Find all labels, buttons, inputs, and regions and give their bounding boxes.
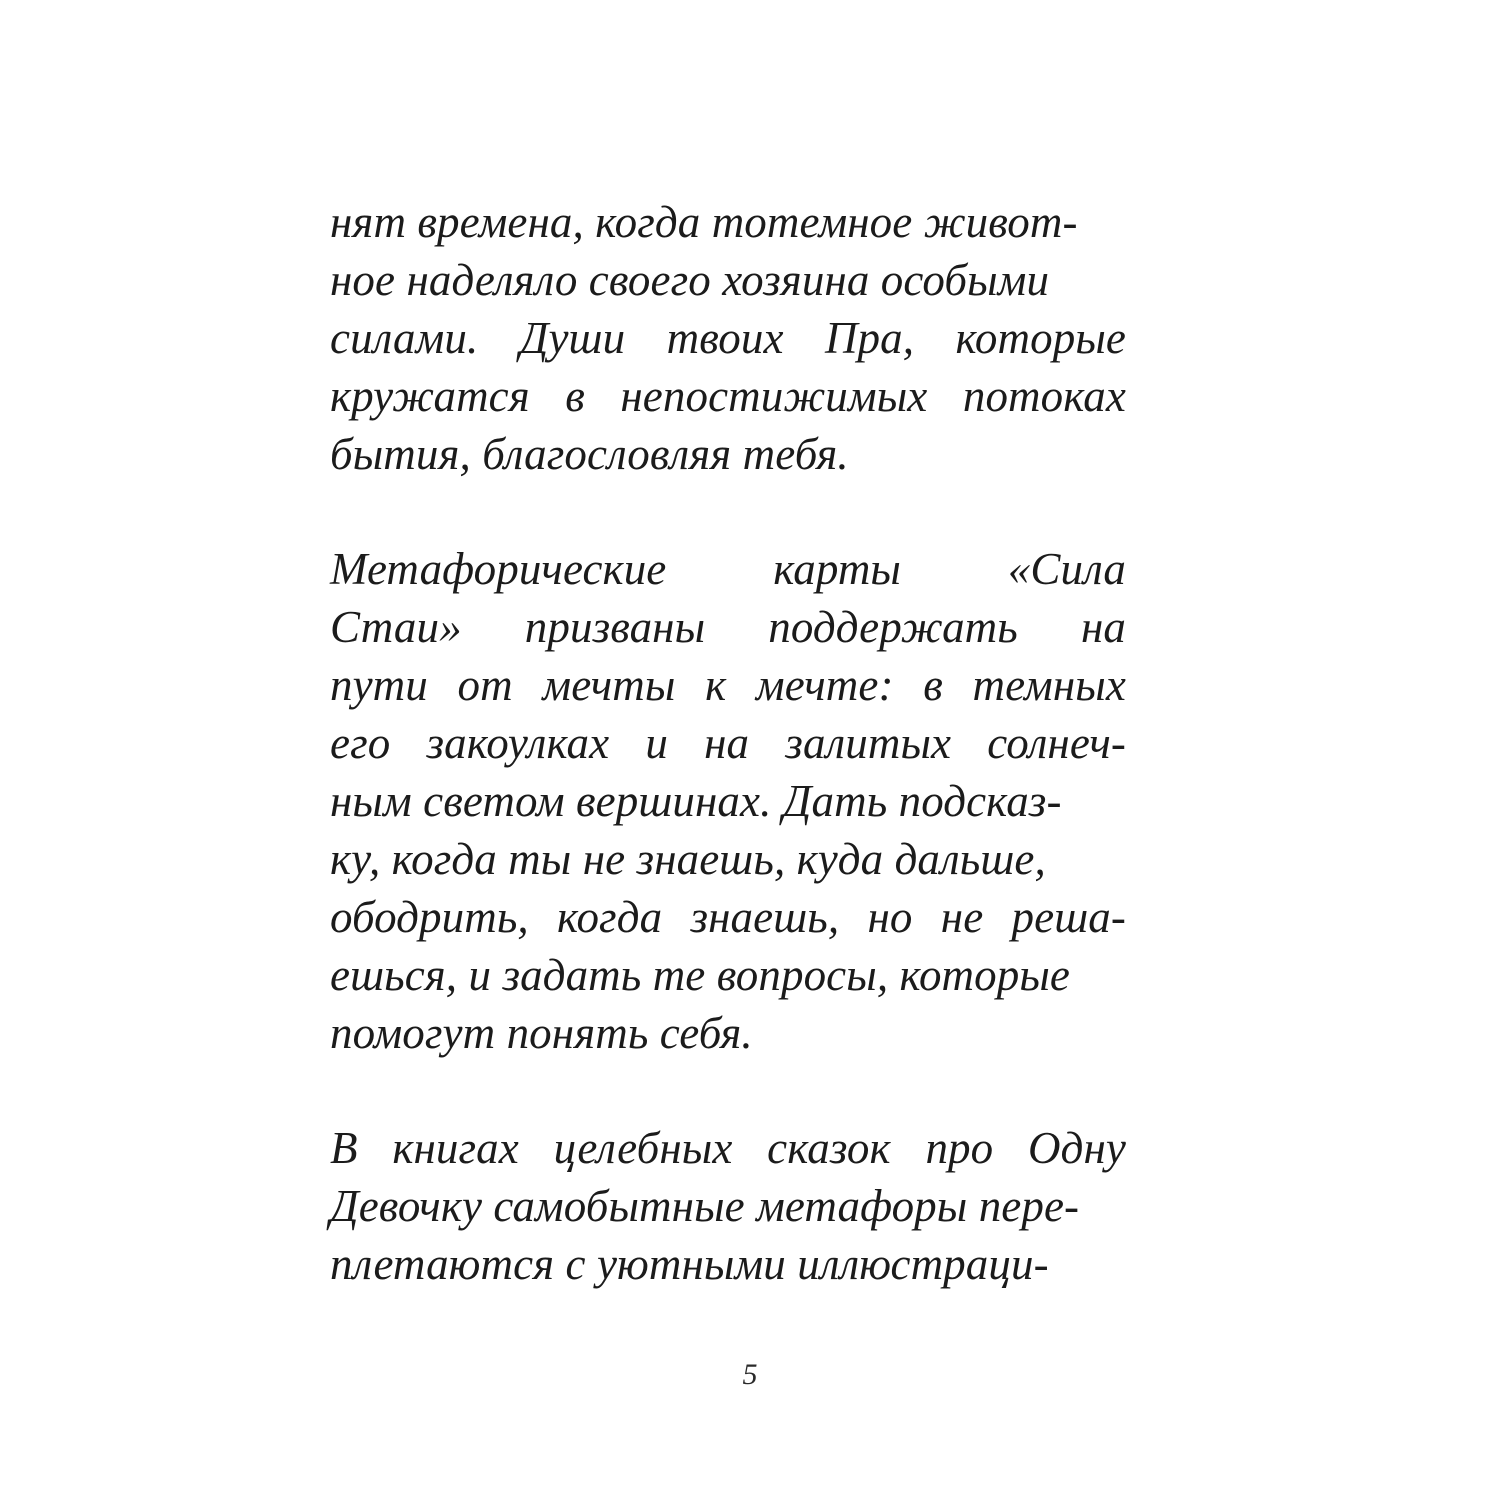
text-line	[330, 888, 1126, 946]
text-word: в	[565, 371, 585, 421]
text-word: знаешь,	[690, 892, 840, 942]
text-word: В	[330, 1123, 358, 1173]
text-word: кружатся	[330, 371, 530, 421]
text-word: ободрить,	[330, 892, 529, 942]
text-word: когда	[557, 892, 663, 942]
text-line: ным светом вершинах. Дать подсказ-	[330, 776, 1062, 826]
text-word: не	[940, 892, 984, 942]
text-line	[330, 309, 1126, 367]
text-line: Девочку самобытные метафоры пере-	[330, 1181, 1080, 1231]
text-word: призваны	[524, 602, 706, 652]
text-word: залитых	[785, 718, 952, 768]
text-word: карты	[773, 544, 901, 594]
text-word: про	[925, 1123, 994, 1173]
page-number: 5	[742, 1358, 758, 1391]
paragraph-2	[330, 540, 1126, 1062]
text-line: ное наделяло своего хозяина особыми	[330, 255, 1050, 305]
text-word: книгах	[392, 1123, 519, 1173]
text-column	[330, 193, 1126, 1293]
text-line	[330, 714, 1126, 772]
text-word: солнеч-	[987, 718, 1126, 768]
text-word: сказок	[767, 1123, 891, 1173]
text-word: но	[867, 892, 913, 942]
text-word: Стаи»	[330, 602, 462, 652]
text-line	[330, 656, 1126, 714]
text-word: силами.	[330, 313, 479, 363]
text-word: пути	[330, 660, 428, 710]
text-word: мечте:	[755, 660, 894, 710]
text-word: на	[704, 718, 750, 768]
text-line: плетаются с уютными иллюстраци-	[330, 1239, 1049, 1289]
text-line	[330, 598, 1126, 656]
text-word: к	[705, 660, 727, 710]
text-word: реша-	[1011, 892, 1126, 942]
paragraph-1	[330, 193, 1126, 483]
text-line: ешься, и задать те вопросы, которые	[330, 950, 1071, 1000]
text-line: нят времена, когда тотемное живот-	[330, 197, 1078, 247]
text-line	[330, 540, 1126, 598]
text-word: темных	[972, 660, 1126, 710]
text-word: целебных	[553, 1123, 733, 1173]
text-word: поддержать	[768, 602, 1018, 652]
text-word: потоках	[962, 371, 1126, 421]
text-word: твоих	[666, 313, 784, 363]
text-line: помогут понять себя.	[330, 1008, 753, 1058]
text-word: «Сила	[1007, 544, 1126, 594]
text-word: мечты	[542, 660, 676, 710]
text-word: Души	[519, 313, 626, 363]
text-word: на	[1080, 602, 1126, 652]
text-word: непостижимых	[620, 371, 928, 421]
paragraph-3	[330, 1119, 1126, 1293]
text-word: его	[330, 718, 391, 768]
text-word: закоулках	[426, 718, 610, 768]
text-line	[330, 367, 1126, 425]
text-word: Метафорические	[330, 544, 667, 594]
text-word: и	[645, 718, 668, 768]
text-word: Одну	[1028, 1123, 1126, 1173]
text-word: Пра,	[824, 313, 915, 363]
text-word: в	[923, 660, 943, 710]
text-line	[330, 1119, 1126, 1177]
text-line: бытия, благословляя тебя.	[330, 429, 849, 479]
text-word: от	[457, 660, 513, 710]
text-line: ку, когда ты не знаешь, куда дальше,	[330, 834, 1046, 884]
text-word: которые	[955, 313, 1126, 363]
